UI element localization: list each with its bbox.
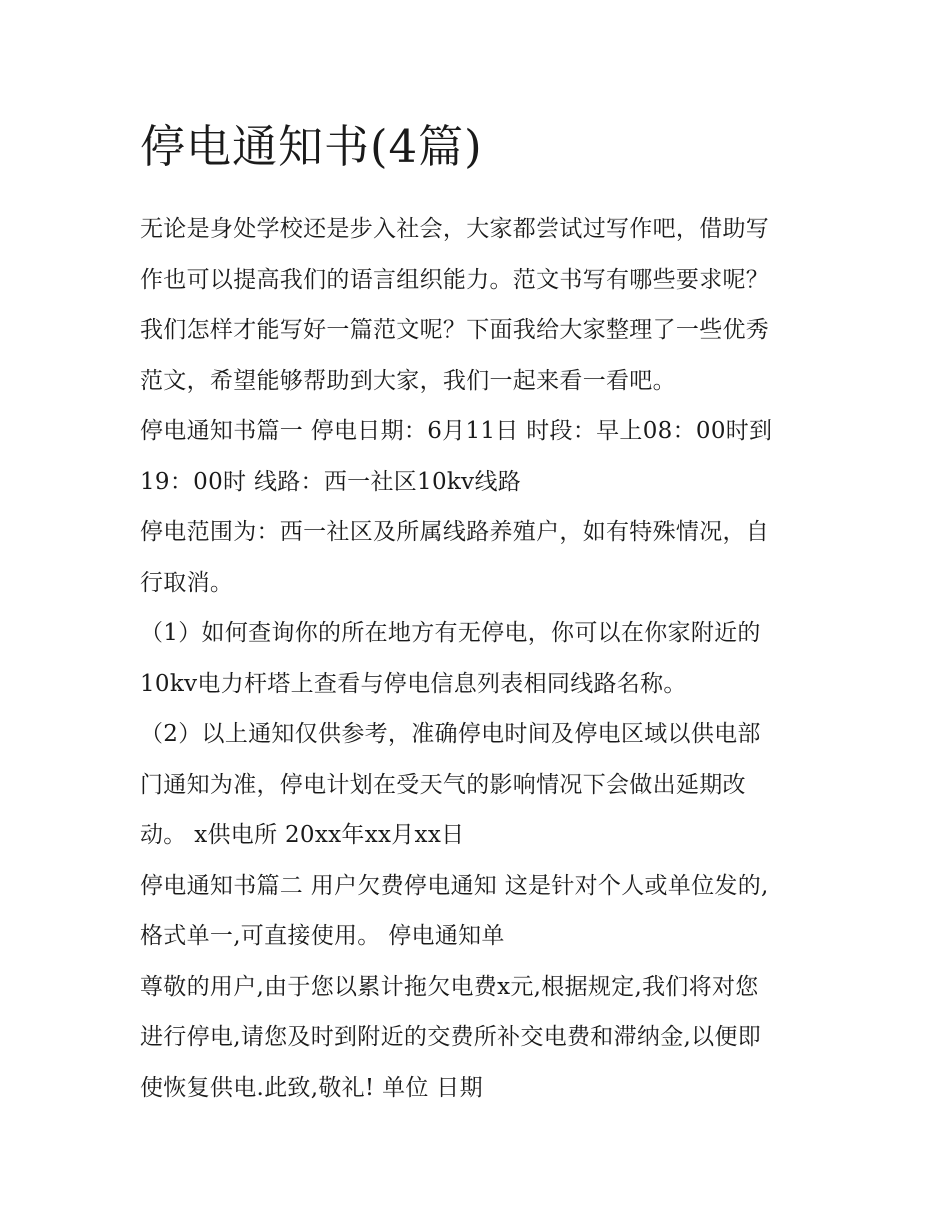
text-line: （2）以上通知仅供参考，准确停电时间及停电区域以供电部 xyxy=(140,721,761,747)
document-title: 停电通知书(4篇) xyxy=(140,120,483,173)
text-line: 门通知为准，停电计划在受天气的影响情况下会做出延期改 xyxy=(140,771,746,798)
notice-one-item-1-paragraph xyxy=(140,608,812,709)
notice-two-body-paragraph xyxy=(140,962,812,1114)
notice-two-intro-paragraph xyxy=(140,861,812,962)
text-line: 动。 x供电所 20xx年xx月xx日 xyxy=(140,822,465,848)
text-line: 10kv电力杆塔上查看与停电信息列表相同线路名称。 xyxy=(140,670,687,697)
text-line: 作也可以提高我们的语言组织能力。范文书写有哪些要求呢？ xyxy=(140,266,770,293)
text-line: 19：00时 线路：西一社区10kv线路 xyxy=(140,468,522,495)
text-line: 停电范围为：西一社区及所属线路养殖户，如有特殊情况，自 xyxy=(140,519,770,545)
text-line: 进行停电,请您及时到附近的交费所补交电费和滞纳金,以便即 xyxy=(140,1024,762,1050)
text-line: 我们怎样才能写好一篇范文呢？下面我给大家整理了一些优秀 xyxy=(140,317,770,343)
document-page xyxy=(140,112,812,1113)
notice-one-scope-paragraph xyxy=(140,507,812,608)
text-line: 停电通知书篇二 用户欠费停电通知 这是针对个人或单位发的, xyxy=(140,872,769,899)
text-line: 尊敬的用户,由于您以累计拖欠电费x元,根据规定,我们将对您 xyxy=(140,973,759,1000)
text-line: 行取消。 xyxy=(140,569,234,596)
text-line: 停电通知书篇一 停电日期：6月11日 时段：早上08：00时到 xyxy=(140,418,773,444)
text-line: 无论是身处学校还是步入社会，大家都尝试过写作吧，借助写 xyxy=(140,216,770,242)
text-line: 范文，希望能够帮助到大家，我们一起来看一看吧。 xyxy=(140,367,676,394)
text-line: 格式单一,可直接使用。 停电通知单 xyxy=(140,923,505,949)
notice-one-item-2-paragraph xyxy=(140,709,812,861)
intro-paragraph xyxy=(140,204,812,406)
text-line: 使恢复供电.此致,敬礼! 单位 日期 xyxy=(140,1074,483,1101)
notice-one-schedule-paragraph xyxy=(140,406,812,507)
text-line: （1）如何查询你的所在地方有无停电，你可以在你家附近的 xyxy=(140,620,761,646)
